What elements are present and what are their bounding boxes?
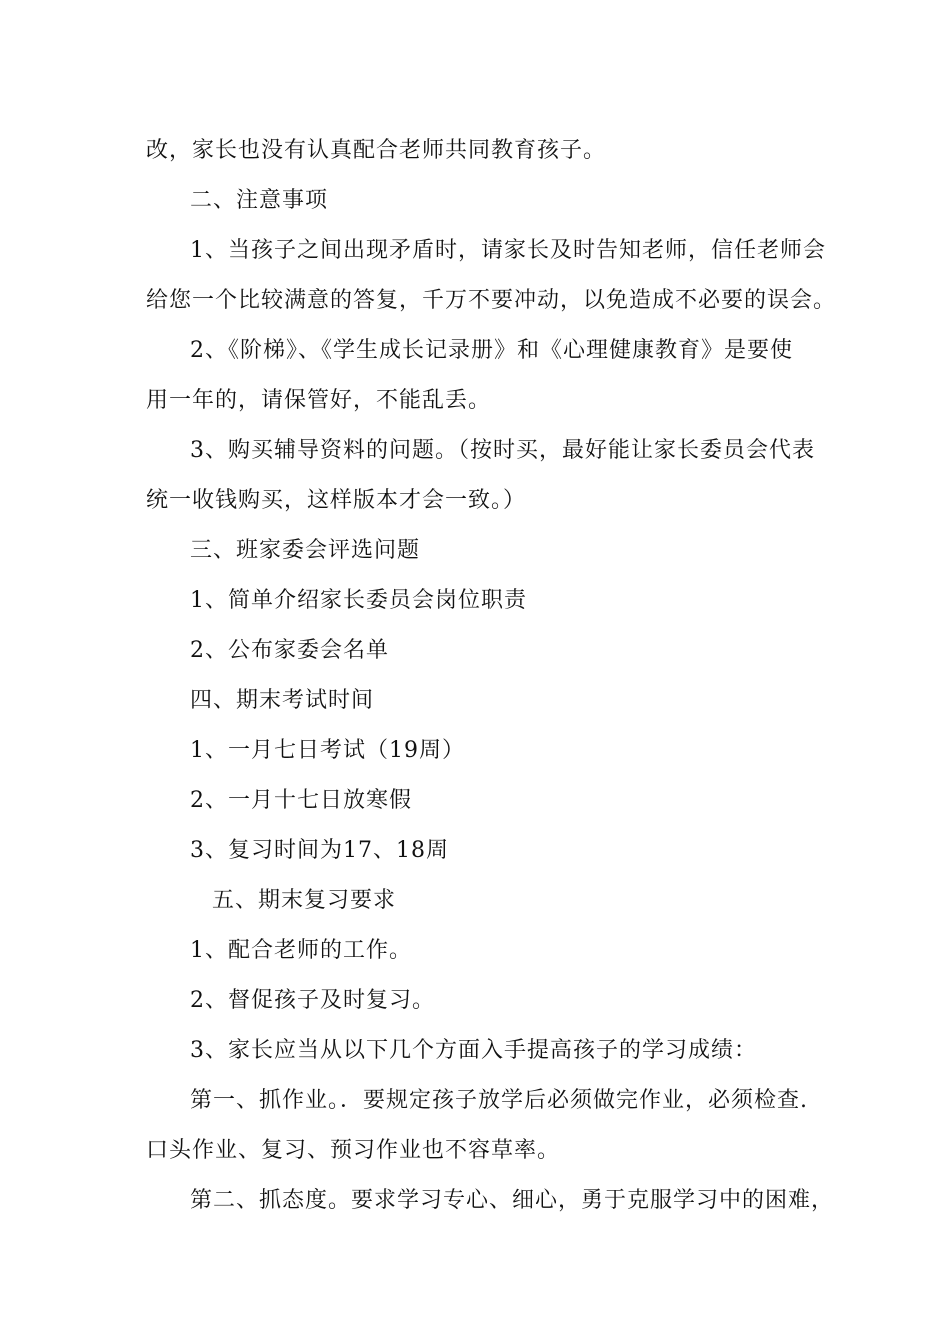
section-heading: 二、注意事项	[190, 188, 329, 213]
section-heading: 四、期末考试时间	[190, 688, 375, 713]
paragraph-line: 2、公布家委会名单	[190, 638, 389, 663]
section-heading: 五、期末复习要求	[212, 888, 397, 913]
paragraph-line: 3、购买辅导资料的问题。（按时买，最好能让家长委员会代表	[190, 438, 815, 463]
paragraph-line: 1、当孩子之间出现矛盾时，请家长及时告知老师，信任老师会	[190, 238, 826, 263]
paragraph-line: 3、复习时间为17、18周	[190, 838, 449, 863]
section-heading: 三、班家委会评选问题	[190, 538, 421, 563]
paragraph-line: 1、简单介绍家长委员会岗位职责	[190, 588, 527, 613]
paragraph-line: 统一收钱购买，这样版本才会一致。）	[146, 488, 527, 513]
paragraph-line: 改，家长也没有认真配合老师共同教育孩子。	[146, 138, 607, 163]
paragraph-line: 给您一个比较满意的答复，千万不要冲动，以免造成不必要的误会。	[146, 288, 837, 313]
paragraph-line: 第二、抓态度。要求学习专心、细心，勇于克服学习中的困难，	[190, 1188, 835, 1213]
paragraph-line: 1、配合老师的工作。	[190, 938, 412, 963]
paragraph-line: 第一、抓作业。．要规定孩子放学后必须做完作业，必须检查.	[190, 1088, 808, 1113]
paragraph-line: 用一年的，请保管好，不能乱丢。	[146, 388, 492, 413]
paragraph-line: 2、《阶梯》、《学生成长记录册》和《心理健康教育》是要使	[190, 338, 793, 363]
paragraph-line: 2、一月十七日放寒假	[190, 788, 412, 813]
paragraph-line: 3、家长应当从以下几个方面入手提高孩子的学习成绩：	[190, 1038, 757, 1063]
paragraph-line: 1、一月七日考试（19周）	[190, 738, 465, 763]
paragraph-line: 口头作业、复习、预习作业也不容草率。	[146, 1138, 561, 1163]
paragraph-line: 2、督促孩子及时复习。	[190, 988, 435, 1013]
